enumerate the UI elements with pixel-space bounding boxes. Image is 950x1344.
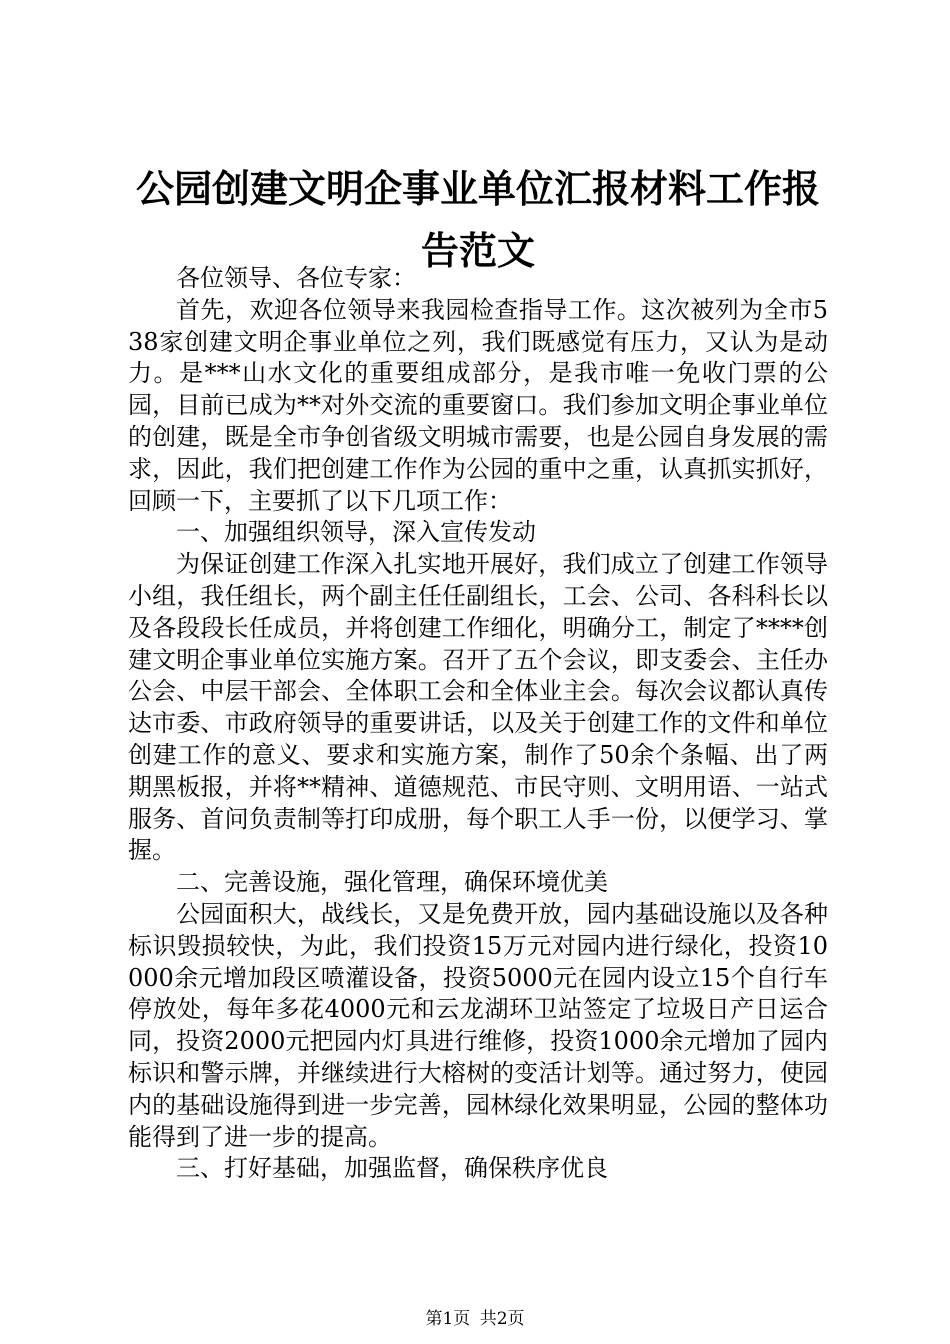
page-total: 共2页: [479, 1309, 525, 1329]
intro-paragraph: 首先，欢迎各位领导来我园检查指导工作。这次被列为全市538家创建文明企事业单位之列，我们既感觉有压力，又认为是动力。是***山水文化的重要组成部分，是我市唯一免收门票的公园，目前已成为**对外交流的重要窗口。我们参加文明企事业单位的创建，既是全市争创省级文明城市需要，也是公园自身发展的需求，因此，我们把创建工作作为公园的重中之重，认真抓实抓好，回顾一下，主要抓了以下几项工作：: [128, 295, 828, 515]
page-number: 第1页: [425, 1309, 471, 1329]
greeting-paragraph: 各位领导、各位专家：: [176, 264, 416, 292]
document-title: 公园创建文明企事业单位汇报材料工作报告范文: [135, 166, 820, 273]
page-footer: [0, 1309, 950, 1329]
section-heading-2: 二、完善设施，强化管理，确保环境优美: [176, 868, 608, 897]
section-heading-1: 一、加强组织领导，深入宣传发动: [176, 518, 536, 547]
section-paragraph-1: 为保证创建工作深入扎实地开展好，我们成立了创建工作领导小组，我任组长，两个副主任任副组长，工会、公司、各科科长以及各段段长任成员，并将创建工作细化，明确分工，制定了****创建文明企事业单位实施方案。召开了五个会议，即支委会、主任办公会、中层干部会、全体职工会和全体业主会。每次会议都认真传达市委、市政府领导的重要讲话，以及关于创建工作的文件和单位创建工作的意义、要求和实施方案，制作了50余个条幅、出了两期黑板报，并将**精神、道德规范、市民守则、文明用语、一站式服务、首问负责制等打印成册，每个职工人手一份，以便学习、掌握。: [128, 550, 828, 865]
document-body: [128, 263, 828, 1185]
section-heading-3: 三、打好基础，加强监督，确保秩序优良: [176, 1154, 608, 1183]
section-paragraph-2: 公园面积大，战线长，又是免费开放，园内基础设施以及各种标识毁损较快，为此，我们投资15万元对园内进行绿化，投资10000余元增加段区喷灌设备，投资5000元在园内设立15个自行车停放处，每年多花4000元和云龙湖环卫站签定了垃圾日产日运合同，投资2000元把园内灯具进行维修，投资1000余元增加了园内标识和警示牌，并继续进行大榕树的变活计划等。通过努力，使园内的基础设施得到进一步完善，园林绿化效果明显，公园的整体功能得到了进一步的提高。: [128, 899, 828, 1151]
